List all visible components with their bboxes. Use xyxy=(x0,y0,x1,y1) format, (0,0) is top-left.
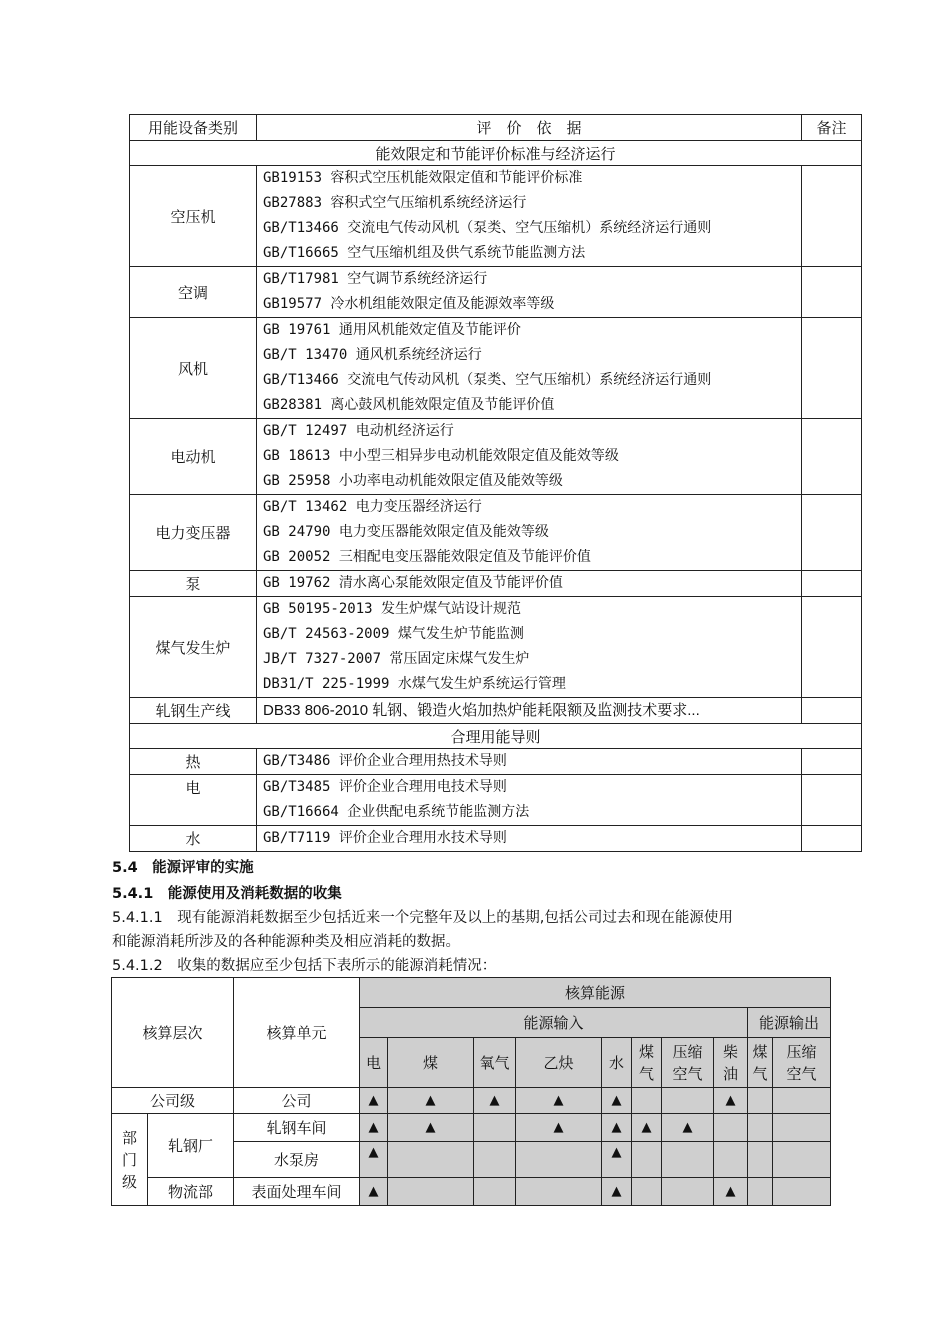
remarks-cell xyxy=(802,698,862,724)
empty-cell xyxy=(773,1178,831,1206)
col-label-line: 柴 xyxy=(723,1042,739,1061)
standard-line: GB/T7119 评价企业合理用水技术导则 xyxy=(263,830,507,846)
unit-rolling-workshop: 轧钢车间 xyxy=(234,1114,360,1142)
col-oxygen: 氧气 xyxy=(474,1038,516,1088)
category-cell: 电动机 xyxy=(130,419,257,495)
table-row xyxy=(130,826,862,852)
unit-header: 核算单元 xyxy=(234,978,360,1088)
standard-line: GB/T16664 企业供配电系统节能监测方法 xyxy=(263,804,530,820)
col-label-line: 气 xyxy=(639,1064,655,1083)
table-row xyxy=(130,267,862,318)
level-header: 核算层次 xyxy=(112,978,234,1088)
empty-cell xyxy=(474,1178,516,1206)
mark-cell: ▲ xyxy=(360,1088,388,1114)
empty-cell xyxy=(516,1142,602,1178)
col-label-line: 煤 xyxy=(639,1042,655,1061)
standard-line: GB27883 容积式空气压缩机系统经济运行 xyxy=(263,195,527,211)
header-basis: 评 价 依 据 xyxy=(257,115,802,141)
empty-cell xyxy=(714,1114,748,1142)
table-row xyxy=(130,419,862,495)
table-row xyxy=(130,166,862,267)
dept-logistics: 物流部 xyxy=(148,1178,234,1206)
energy-accounting-table xyxy=(111,977,831,1206)
table-row xyxy=(112,1088,831,1114)
standards-table-header xyxy=(130,115,862,141)
heading-5-4-1: 5.4.1 能源使用及消耗数据的收集 xyxy=(112,886,342,902)
table-row xyxy=(130,318,862,419)
basis-cell xyxy=(257,495,802,571)
standard-line: JB/T 7327-2007 常压固定床煤气发生炉 xyxy=(263,651,530,667)
table-row xyxy=(130,749,862,775)
heading-5-4: 5.4 能源评审的实施 xyxy=(112,860,254,876)
mark-cell: ▲ xyxy=(360,1178,388,1206)
category-cell: 轧钢生产线 xyxy=(130,698,257,724)
category-cell: 泵 xyxy=(130,571,257,597)
empty-cell xyxy=(516,1178,602,1206)
empty-cell xyxy=(748,1088,773,1114)
col-label-line: 压缩 xyxy=(786,1042,817,1061)
basis-cell xyxy=(257,419,802,495)
empty-cell xyxy=(662,1178,714,1206)
basis-cell xyxy=(257,775,802,826)
col-compressed-air-out xyxy=(773,1038,831,1088)
col-label-line: 气 xyxy=(752,1064,768,1083)
dept-level-char: 门 xyxy=(121,1150,137,1169)
mark-cell: ▲ xyxy=(632,1114,662,1142)
empty-cell xyxy=(662,1088,714,1114)
standard-line: GB/T 13462 电力变压器经济运行 xyxy=(263,499,482,515)
table-row xyxy=(130,495,862,571)
standard-line: GB 20052 三相配电变压器能效限定值及节能评价值 xyxy=(263,549,591,565)
basis-cell xyxy=(257,698,802,724)
basis-cell xyxy=(257,826,802,852)
col-acetylene: 乙炔 xyxy=(516,1038,602,1088)
paragraph-5-4-1-1-cont: 和能源消耗所涉及的各种能源种类及相应消耗的数据。 xyxy=(112,934,460,950)
standard-line: GB/T13466 交流电气传动风机（泵类、空气压缩机）系统经济运行通则 xyxy=(263,372,712,388)
table-row xyxy=(130,698,862,724)
table-row xyxy=(130,775,862,826)
input-header: 能源输入 xyxy=(360,1008,748,1038)
table-row xyxy=(112,1114,831,1142)
dept-level-char: 部 xyxy=(121,1128,137,1147)
standard-line: GB/T13466 交流电气传动风机（泵类、空气压缩机）系统经济运行通则 xyxy=(263,220,712,236)
remarks-cell xyxy=(802,571,862,597)
empty-cell xyxy=(388,1178,474,1206)
header-category: 用能设备类别 xyxy=(130,115,257,141)
section-title-efficiency: 能效限定和节能评价标准与经济运行 xyxy=(130,141,862,166)
empty-cell xyxy=(388,1142,474,1178)
standard-line: GB 25958 小功率电动机能效限定值及能效等级 xyxy=(263,473,563,489)
standards-table xyxy=(129,114,862,852)
mark-cell: ▲ xyxy=(602,1088,632,1114)
category-cell: 空压机 xyxy=(130,166,257,267)
mark-cell: ▲ xyxy=(360,1114,388,1142)
empty-cell xyxy=(748,1178,773,1206)
standard-line: GB 19762 清水离心泵能效限定值及节能评价值 xyxy=(263,575,563,591)
empty-cell xyxy=(474,1114,516,1142)
output-header: 能源输出 xyxy=(748,1008,831,1038)
basis-cell xyxy=(257,267,802,318)
category-cell: 空调 xyxy=(130,267,257,318)
unit-surface-treatment: 表面处理车间 xyxy=(234,1178,360,1206)
remarks-cell xyxy=(802,166,862,267)
mark-cell: ▲ xyxy=(714,1088,748,1114)
category-cell: 热 xyxy=(130,749,257,775)
col-gas-in xyxy=(632,1038,662,1088)
empty-cell xyxy=(662,1142,714,1178)
remarks-cell xyxy=(802,775,862,826)
standard-line: GB/T16665 空气压缩机组及供气系统节能监测方法 xyxy=(263,245,586,261)
mark-cell: ▲ xyxy=(602,1114,632,1142)
standard-line: GB/T3486 评价企业合理用热技术导则 xyxy=(263,753,507,769)
standard-line: GB28381 离心鼓风机能效限定值及节能评价值 xyxy=(263,397,555,413)
empty-cell xyxy=(714,1142,748,1178)
basis-cell xyxy=(257,749,802,775)
company-unit: 公司 xyxy=(234,1088,360,1114)
empty-cell xyxy=(748,1142,773,1178)
basis-cell xyxy=(257,166,802,267)
category-cell: 水 xyxy=(130,826,257,852)
standard-line: GB 19761 通用风机能效定值及节能评价 xyxy=(263,322,521,338)
col-water: 水 xyxy=(602,1038,632,1088)
mark-cell: ▲ xyxy=(602,1142,632,1178)
mark-cell: ▲ xyxy=(714,1178,748,1206)
standard-line: GB/T 24563-2009 煤气发生炉节能监测 xyxy=(263,626,524,642)
unit-pump-house: 水泵房 xyxy=(234,1142,360,1178)
standard-line: DB33 806-2010 轧钢、锻造火焰加热炉能耗限额及监测技术要求... xyxy=(263,702,700,719)
dept-level xyxy=(112,1114,148,1206)
mark-cell: ▲ xyxy=(602,1178,632,1206)
mark-cell: ▲ xyxy=(662,1114,714,1142)
standard-line: GB 24790 电力变压器能效限定值及能效等级 xyxy=(263,524,549,540)
remarks-cell xyxy=(802,749,862,775)
energy-header: 核算能源 xyxy=(360,978,831,1008)
empty-cell xyxy=(773,1142,831,1178)
mark-cell: ▲ xyxy=(360,1142,388,1178)
empty-cell xyxy=(773,1088,831,1114)
category-cell: 煤气发生炉 xyxy=(130,597,257,698)
standard-line: GB/T17981 空气调节系统经济运行 xyxy=(263,271,488,287)
empty-cell xyxy=(748,1114,773,1142)
remarks-cell xyxy=(802,318,862,419)
col-gas-out xyxy=(748,1038,773,1088)
category-cell: 电力变压器 xyxy=(130,495,257,571)
paragraph-5-4-1-2: 5.4.1.2 收集的数据应至少包括下表所示的能源消耗情况： xyxy=(112,958,497,974)
header-remarks: 备注 xyxy=(802,115,862,141)
table-row xyxy=(130,571,862,597)
table-row xyxy=(130,597,862,698)
mark-cell: ▲ xyxy=(388,1114,474,1142)
dept-level-char: 级 xyxy=(121,1172,137,1191)
mark-cell: ▲ xyxy=(388,1088,474,1114)
category-cell: 电 xyxy=(130,775,257,826)
dept-rolling-mill: 轧钢厂 xyxy=(148,1114,234,1178)
basis-cell xyxy=(257,318,802,419)
standard-line: GB19577 冷水机组能效限定值及能源效率等级 xyxy=(263,296,555,312)
col-electricity: 电 xyxy=(360,1038,388,1088)
standard-line: GB/T 12497 电动机经济运行 xyxy=(263,423,454,439)
paragraph-5-4-1-1: 5.4.1.1 现有能源消耗数据至少包括近来一个完整年及以上的基期,包括公司过去和现在能源使用 xyxy=(112,910,733,926)
remarks-cell xyxy=(802,826,862,852)
col-label-line: 煤 xyxy=(752,1042,768,1061)
table-row xyxy=(112,1178,831,1206)
section-title-rational-use: 合理用能导则 xyxy=(130,724,862,749)
mark-cell: ▲ xyxy=(516,1088,602,1114)
empty-cell xyxy=(773,1114,831,1142)
remarks-cell xyxy=(802,419,862,495)
standard-line: GB/T 13470 通风机系统经济运行 xyxy=(263,347,482,363)
standard-line: GB 50195-2013 发生炉煤气站设计规范 xyxy=(263,601,522,617)
company-level: 公司级 xyxy=(112,1088,234,1114)
col-compressed-air-in xyxy=(662,1038,714,1088)
remarks-cell xyxy=(802,495,862,571)
standard-line: GB/T3485 评价企业合理用电技术导则 xyxy=(263,779,507,795)
empty-cell xyxy=(632,1088,662,1114)
col-label-line: 油 xyxy=(723,1064,739,1083)
basis-cell xyxy=(257,597,802,698)
empty-cell xyxy=(474,1142,516,1178)
standard-line: DB31/T 225-1999 水煤气发生炉系统运行管理 xyxy=(263,676,566,692)
remarks-cell xyxy=(802,267,862,318)
col-label-line: 空气 xyxy=(786,1064,817,1083)
remarks-cell xyxy=(802,597,862,698)
mark-cell: ▲ xyxy=(474,1088,516,1114)
empty-cell xyxy=(632,1142,662,1178)
col-label-line: 压缩 xyxy=(672,1042,703,1061)
col-diesel xyxy=(714,1038,748,1088)
basis-cell xyxy=(257,571,802,597)
mark-cell: ▲ xyxy=(516,1114,602,1142)
standard-line: GB19153 容积式空压机能效限定值和节能评价标准 xyxy=(263,170,583,186)
category-cell: 风机 xyxy=(130,318,257,419)
standard-line: GB 18613 中小型三相异步电动机能效限定值及能效等级 xyxy=(263,448,619,464)
col-coal: 煤 xyxy=(388,1038,474,1088)
empty-cell xyxy=(632,1178,662,1206)
col-label-line: 空气 xyxy=(672,1064,703,1083)
